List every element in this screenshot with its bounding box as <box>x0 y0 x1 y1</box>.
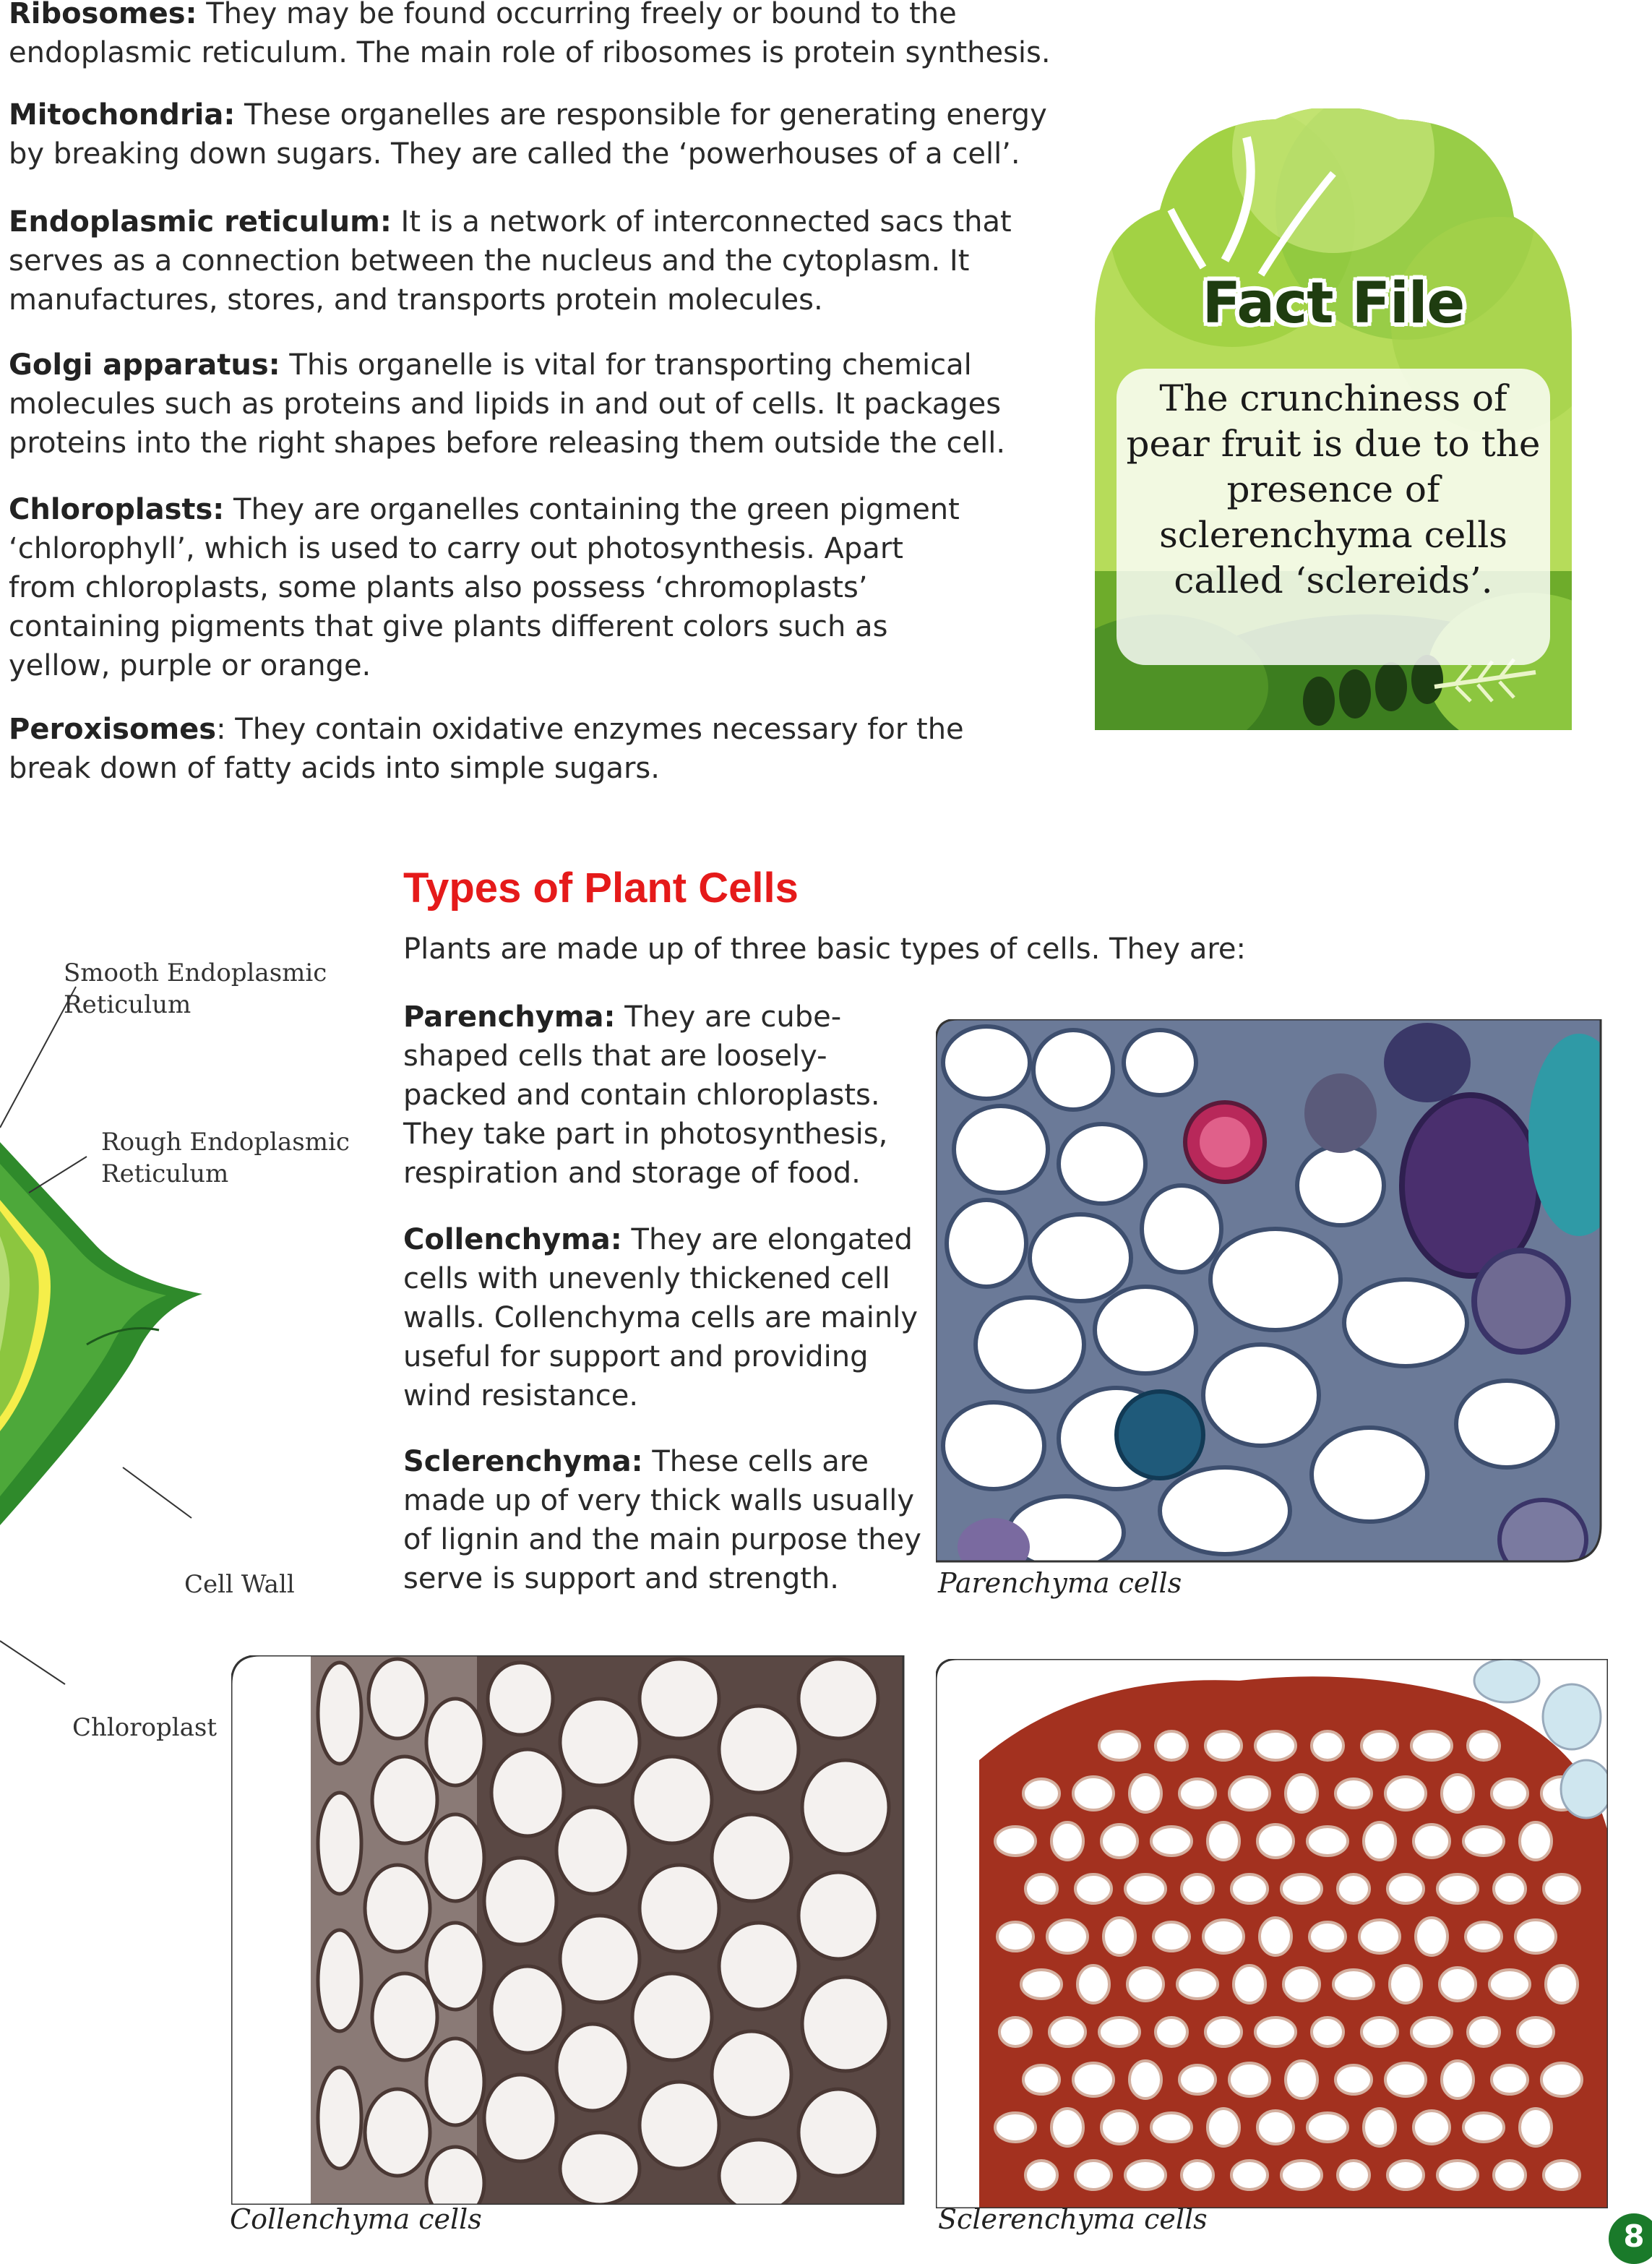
ribosomes-paragraph <box>9 0 1078 72</box>
mitochondria-term: Mitochondria: <box>9 98 236 132</box>
sclerenchyma-cell <box>1359 1920 1400 1953</box>
sclerenchyma-cell <box>1437 1874 1478 1903</box>
sclerenchyma-cell <box>1182 2161 1213 2190</box>
sclerenchyma-cell <box>1208 2109 1239 2146</box>
sclerenchyma-cell <box>1307 1827 1348 1856</box>
er-paragraph <box>9 202 1078 320</box>
collenchyma-term: Collenchyma: <box>403 1223 622 1256</box>
types-intro: Plants are made up of three basic types of cells. They are: <box>403 932 1246 966</box>
sclerenchyma-cell <box>1255 1731 1296 1760</box>
sclerenchyma-cell <box>1411 2018 1452 2046</box>
sclerenchyma-cell <box>1281 1874 1322 1903</box>
sclerenchyma-cell <box>1234 1965 1265 2003</box>
sclerenchyma-cell <box>995 1827 1036 1856</box>
sclerenchyma-cell <box>1442 2061 1474 2098</box>
sclerenchyma-image <box>936 1659 1608 2208</box>
sclerenchyma-cell <box>1286 2061 1317 2098</box>
sclerenchyma-cell <box>1023 1779 1059 1808</box>
sclerenchyma-cell <box>1489 1970 1530 1999</box>
sclerenchyma-cell <box>1515 1920 1556 1953</box>
sclerenchyma-cell <box>1260 1918 1291 1955</box>
ribosomes-term: Ribosomes: <box>9 0 197 30</box>
sclerenchyma-cell <box>1205 1731 1242 1760</box>
sclerenchyma-cell <box>1361 2018 1398 2046</box>
sclerenchyma-cell <box>1335 2065 1372 2094</box>
sclerenchyma-cell <box>1312 2018 1343 2046</box>
sclerenchyma-cell <box>1231 1874 1268 1903</box>
sclerenchyma-cell <box>1104 1918 1135 1955</box>
sclerenchyma-cell <box>1177 1970 1218 1999</box>
sclerenchyma-cell <box>1099 1731 1140 1760</box>
sclerenchyma-cell <box>1492 1779 1528 1808</box>
label-chloroplast: Chloroplast <box>72 1713 217 1742</box>
sclerenchyma-cell <box>1077 1965 1109 2003</box>
sclerenchyma-cell <box>1466 1922 1502 1951</box>
sclerenchyma-cell <box>1125 1874 1166 1903</box>
label-smooth-er <box>64 957 327 1021</box>
label-smooth-er-line1: Smooth Endoplasmic <box>64 959 327 987</box>
sclerenchyma-cell <box>1205 2018 1242 2046</box>
sclerenchyma-cell <box>1390 1965 1421 2003</box>
sclerenchyma-cell <box>1073 1777 1114 1810</box>
sclerenchyma-cell <box>1411 1731 1452 1760</box>
sclerenchyma-cell <box>1520 1822 1552 1860</box>
sclerenchyma-cell <box>1544 2161 1580 2190</box>
fact-file-title: Fact File <box>1202 271 1465 336</box>
sclerenchyma-cell <box>1494 2161 1526 2190</box>
sclerenchyma-text: These cells are made up of very thick walls usually of lignin and the main purpose they serve is support and strength. <box>403 1445 921 1595</box>
sclerenchyma-cell <box>1257 2111 1294 2144</box>
sclerenchyma-cell <box>1544 1874 1580 1903</box>
sclerenchyma-cell <box>1153 1922 1189 1951</box>
types-heading: Types of Plant Cells <box>403 865 799 912</box>
sclerenchyma-cell <box>1283 1968 1320 2001</box>
label-smooth-er-line2: Reticulum <box>64 990 192 1019</box>
sclerenchyma-cell <box>1416 1918 1447 1955</box>
sclerenchyma-cell <box>1099 2018 1140 2046</box>
sclerenchyma-cell <box>1388 2161 1424 2190</box>
sclerenchyma-cell <box>1127 1968 1163 2001</box>
sclerenchyma-cell <box>997 1922 1033 1951</box>
sclerenchyma-cell <box>1286 1775 1317 1812</box>
chloroplasts-paragraph <box>9 490 970 685</box>
sclerenchyma-cell <box>1130 1775 1161 1812</box>
sclerenchyma-cell <box>1075 2161 1111 2190</box>
er-term: Endoplasmic reticulum: <box>9 205 392 239</box>
page-number: 8 <box>1609 2213 1652 2264</box>
sclerenchyma-cell <box>1075 1874 1111 1903</box>
chloroplasts-term: Chloroplasts: <box>9 493 225 526</box>
sclerenchyma-cell <box>1468 2018 1500 2046</box>
sclerenchyma-cell <box>1023 2065 1059 2094</box>
sclerenchyma-cell <box>1440 1968 1476 2001</box>
sclerenchyma-cell <box>999 2018 1031 2046</box>
sclerenchyma-cell <box>1463 2113 1504 2142</box>
sclerenchyma-cell <box>1541 2063 1582 2096</box>
sclerenchyma-cell <box>1257 1825 1294 1858</box>
sclerenchyma-cell <box>1130 2061 1161 2098</box>
label-rough-er <box>101 1126 350 1190</box>
golgi-term: Golgi apparatus: <box>9 348 280 382</box>
sclerenchyma-cell <box>1468 1731 1500 1760</box>
sclerenchyma-cell <box>1463 1827 1504 1856</box>
sclerenchyma-cell <box>1364 2109 1395 2146</box>
sclerenchyma-cell <box>1520 2109 1552 2146</box>
sclerenchyma-cell <box>1231 2161 1268 2190</box>
sclerenchyma-cell <box>1051 2109 1083 2146</box>
parenchyma-caption: Parenchyma cells <box>938 1567 1182 1599</box>
sclerenchyma-caption: Sclerenchyma cells <box>938 2203 1208 2235</box>
plant-cell-diagram <box>0 961 347 1771</box>
sclerenchyma-cell <box>1073 2063 1114 2096</box>
label-rough-er-line1: Rough Endoplasmic <box>101 1128 350 1157</box>
sclerenchyma-cell <box>1151 1827 1192 1856</box>
sclerenchyma-cell <box>1025 1874 1057 1903</box>
sclerenchyma-cell <box>1208 1822 1239 1860</box>
sclerenchyma-cell <box>1179 1779 1216 1808</box>
sclerenchyma-cell <box>1049 2018 1085 2046</box>
sclerenchyma-cell <box>1255 2018 1296 2046</box>
sclerenchyma-cell <box>1025 2161 1057 2190</box>
golgi-paragraph <box>9 346 1020 463</box>
collenchyma-paragraph <box>403 1220 924 1415</box>
parenchyma-paragraph <box>403 998 924 1193</box>
fact-file-box <box>1095 108 1572 745</box>
sclerenchyma-cell <box>1281 2161 1322 2190</box>
sclerenchyma-cell <box>1051 1822 1083 1860</box>
mitochondria-paragraph <box>9 95 1078 173</box>
mitochondria-text: These organelles are responsible for generating energy by breaking down sugars. They are called the ‘powerhouses of a cell’. <box>9 98 1047 171</box>
sclerenchyma-cell <box>1101 1825 1137 1858</box>
peroxisomes-paragraph <box>9 710 1035 788</box>
sclerenchyma-cell <box>1492 2065 1528 2094</box>
sclerenchyma-cell <box>1203 1920 1244 1953</box>
sclerenchyma-cell <box>1338 1874 1369 1903</box>
sclerenchyma-cell <box>1307 2113 1348 2142</box>
collenchyma-text: They are elongated cells with unevenly thickened cell walls. Collenchyma cells are mainly useful for support and providing wind resistance. <box>403 1223 919 1412</box>
parenchyma-image <box>936 1019 1608 1569</box>
sclerenchyma-cell <box>1047 1920 1088 1953</box>
sclerenchyma-cell <box>1312 1731 1343 1760</box>
peroxisomes-term: Peroxisomes <box>9 713 217 746</box>
peroxisomes-text: : They contain oxidative enzymes necessary for the break down of fatty acids into simple sugars. <box>9 713 964 785</box>
golgi-text: This organelle is vital for transporting chemical molecules such as proteins and lipids in and out of cells. It packages proteins into the right shapes before releasing them outside the cell. <box>9 348 1006 460</box>
sclerenchyma-cell <box>1333 1970 1374 1999</box>
sclerenchyma-cell <box>1385 2063 1426 2096</box>
sclerenchyma-cell <box>1364 1822 1395 1860</box>
er-text: It is a network of interconnected sacs that serves as a connection between the nucleus and the cytoplasm. It manufactures, stores, and transports protein molecules. <box>9 205 1012 317</box>
sclerenchyma-cell <box>1442 1775 1474 1812</box>
collenchyma-image <box>231 1655 907 2205</box>
sclerenchyma-cell <box>1338 2161 1369 2190</box>
parenchyma-text: They are cube-shaped cells that are loosely-packed and contain chloroplasts. They take part in photosynthesis, respiration and storage of food. <box>403 1000 888 1190</box>
label-rough-er-line2: Reticulum <box>101 1159 229 1188</box>
label-cell-wall: Cell Wall <box>184 1570 295 1599</box>
sclerenchyma-cell <box>1335 1779 1372 1808</box>
sclerenchyma-cell <box>1518 2018 1554 2046</box>
sclerenchyma-cell <box>995 2113 1036 2142</box>
sclerenchyma-cell <box>1388 1874 1424 1903</box>
sclerenchyma-paragraph <box>403 1442 924 1598</box>
parenchyma-term: Parenchyma: <box>403 1000 616 1034</box>
sclerenchyma-cell <box>1546 1965 1578 2003</box>
sclerenchyma-cell <box>1414 1825 1450 1858</box>
sclerenchyma-cell <box>1179 2065 1216 2094</box>
sclerenchyma-cell <box>1385 1777 1426 1810</box>
sclerenchyma-cell <box>1101 2111 1137 2144</box>
sclerenchyma-cell <box>1309 1922 1346 1951</box>
sclerenchyma-cell <box>1414 2111 1450 2144</box>
sclerenchyma-cell <box>1229 1777 1270 1810</box>
sclerenchyma-cell <box>1494 1874 1526 1903</box>
sclerenchyma-cell <box>1156 2018 1187 2046</box>
sclerenchyma-cell <box>1151 2113 1192 2142</box>
sclerenchyma-cell <box>1361 1731 1398 1760</box>
sclerenchyma-cell <box>1156 1731 1187 1760</box>
fact-file-text: The crunchiness of pear fruit is due to the presence of sclerenchyma cells called ‘sclereids’. <box>1126 377 1541 601</box>
ribosomes-text: They may be found occurring freely or bound to the endoplasmic reticulum. The main role of ribosomes is protein synthesis. <box>9 0 1051 69</box>
sclerenchyma-term: Sclerenchyma: <box>403 1445 643 1478</box>
sclerenchyma-cell <box>1021 1970 1062 1999</box>
chloroplasts-text: They are organelles containing the green pigment ‘chlorophyll’, which is used to carry out photosynthesis. Apart from chloroplasts, some plants also possess ‘chromoplasts’ containing pigments that give plants different colors such as yellow, purple or orange. <box>9 493 960 682</box>
sclerenchyma-cell <box>1437 2161 1478 2190</box>
collenchyma-caption: Collenchyma cells <box>230 2203 482 2235</box>
sclerenchyma-cell <box>1229 2063 1270 2096</box>
sclerenchyma-cell <box>1182 1874 1213 1903</box>
sclerenchyma-cell <box>1125 2161 1166 2190</box>
